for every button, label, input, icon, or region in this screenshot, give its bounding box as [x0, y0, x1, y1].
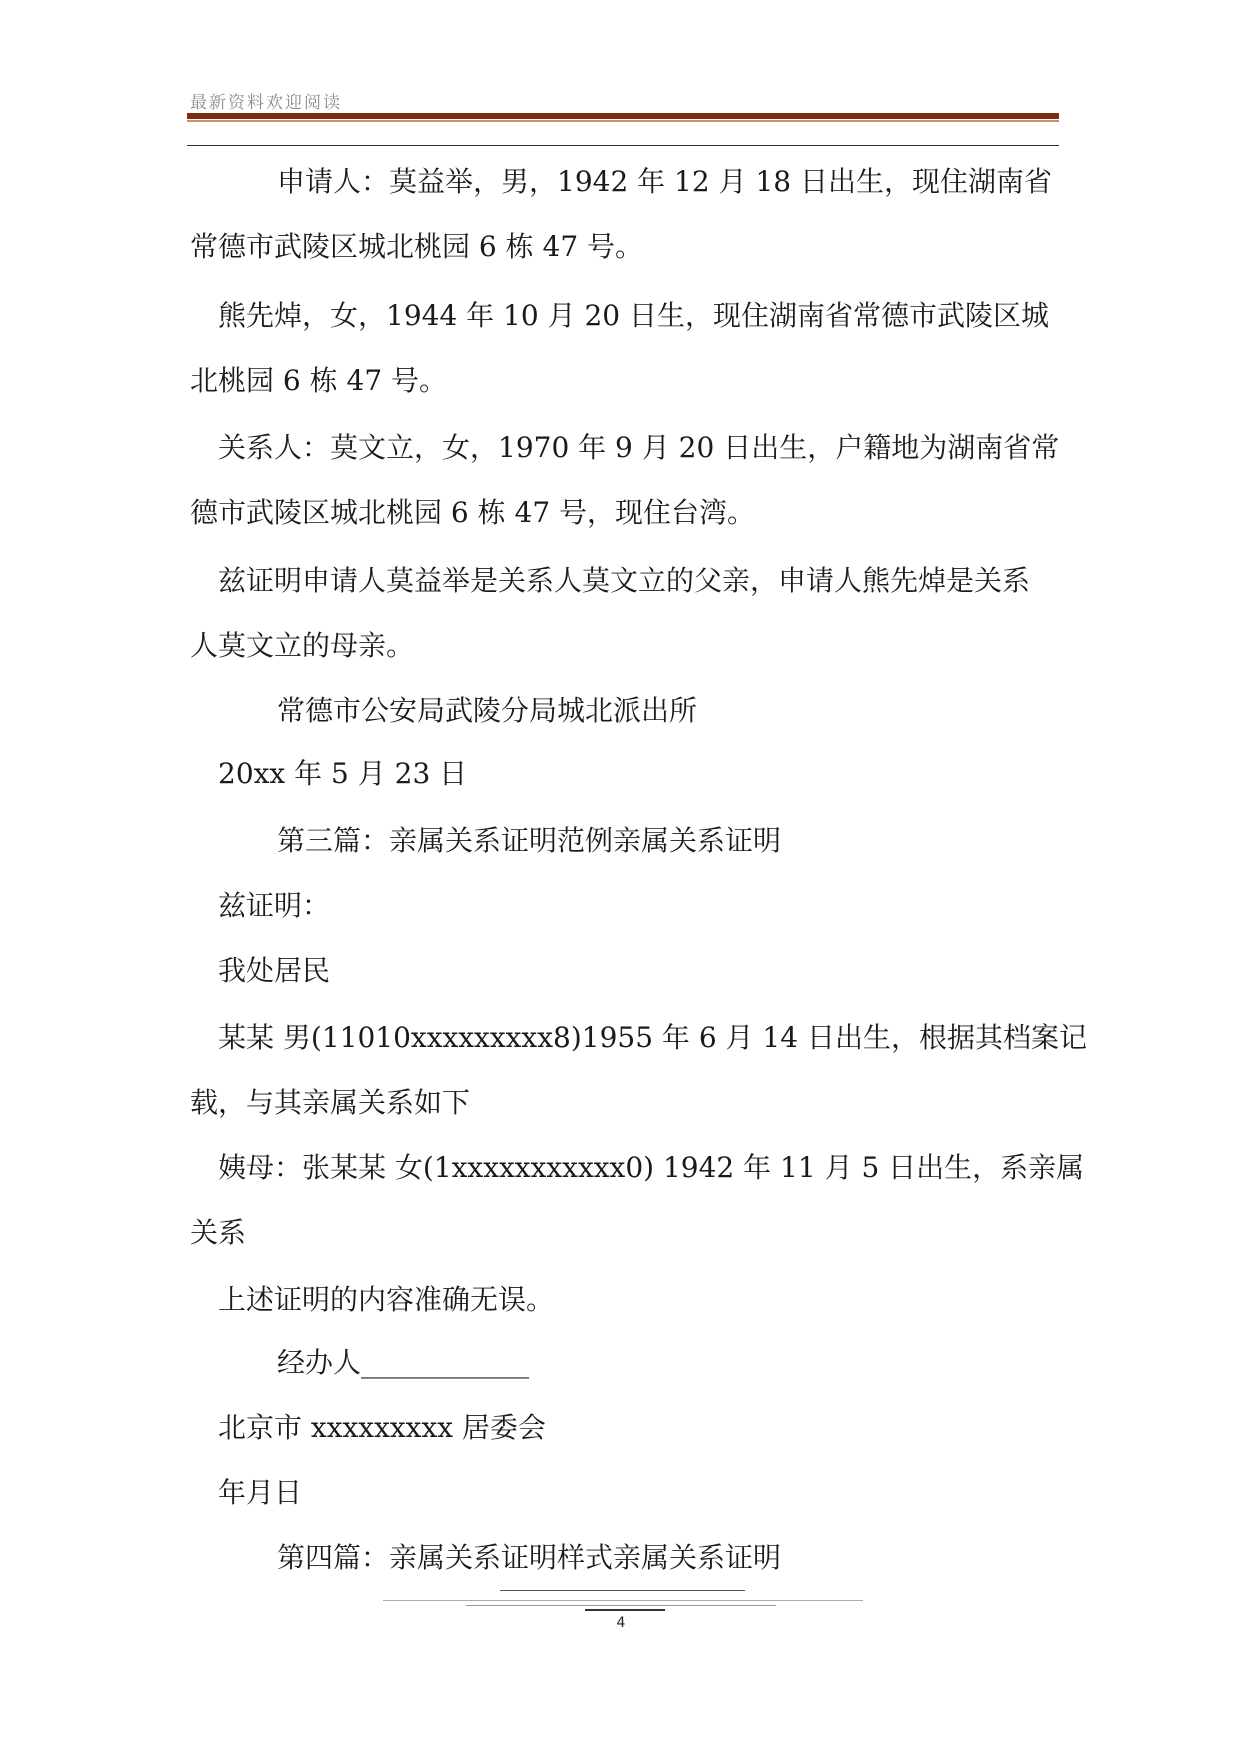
header-rule-thin: [187, 145, 1059, 146]
header-rule-thick: [187, 113, 1059, 119]
body-line: 载，与其亲属关系如下: [190, 1086, 471, 1119]
signature-org: 常德市公安局武陵分局城北派出所: [277, 694, 698, 727]
header-title: 最新资料欢迎阅读: [190, 93, 342, 113]
body-line: 某某 男(11010xxxxxxxxx8)1955 年 6 月 14 日出生，根据其档案记: [218, 1021, 1087, 1054]
footer-rule-top: [500, 1590, 745, 1591]
body-line: 德市武陵区城北桃园 6 栋 47 号，现住台湾。: [190, 496, 756, 529]
body-line: 熊先焯，女，1944 年 10 月 20 日生，现住湖南省常德市武陵区城: [218, 299, 1050, 332]
body-line: 人莫文立的母亲。: [190, 629, 415, 662]
body-line: 关系人：莫文立，女，1970 年 9 月 20 日出生，户籍地为湖南省常: [218, 431, 1060, 464]
footer-rule-mid: [466, 1605, 776, 1606]
date-placeholder: 年月日: [218, 1476, 303, 1509]
page-number: 4: [616, 1615, 626, 1631]
section-heading: 第四篇：亲属关系证明样式亲属关系证明: [277, 1541, 782, 1574]
section-heading: 第三篇：亲属关系证明范例亲属关系证明: [277, 824, 782, 857]
footer-rule-center: [585, 1609, 665, 1611]
body-line: 常德市武陵区城北桃园 6 栋 47 号。: [190, 230, 644, 263]
body-line: 申请人：莫益举，男，1942 年 12 月 18 日出生，现住湖南省: [277, 165, 1053, 198]
body-line: 北桃园 6 栋 47 号。: [190, 364, 448, 397]
body-line: 兹证明申请人莫益举是关系人莫文立的父亲，申请人熊先焯是关系: [218, 564, 1031, 597]
body-line: 姨母：张某某 女(1xxxxxxxxxxx0) 1942 年 11 月 5 日出生，系亲属: [218, 1151, 1085, 1184]
body-line: 兹证明：: [218, 889, 331, 922]
body-line: 我处居民: [218, 954, 331, 987]
committee-name: 北京市 xxxxxxxxx 居委会: [218, 1411, 546, 1444]
body-line: 关系: [190, 1216, 247, 1249]
header-rule-accent: [187, 120, 1059, 122]
body-line: 上述证明的内容准确无误。: [218, 1283, 555, 1316]
handler-signature-line: 经办人____________: [277, 1346, 530, 1379]
footer-rule-wide: [383, 1600, 863, 1601]
signature-date: 20xx 年 5 月 23 日: [218, 757, 468, 790]
